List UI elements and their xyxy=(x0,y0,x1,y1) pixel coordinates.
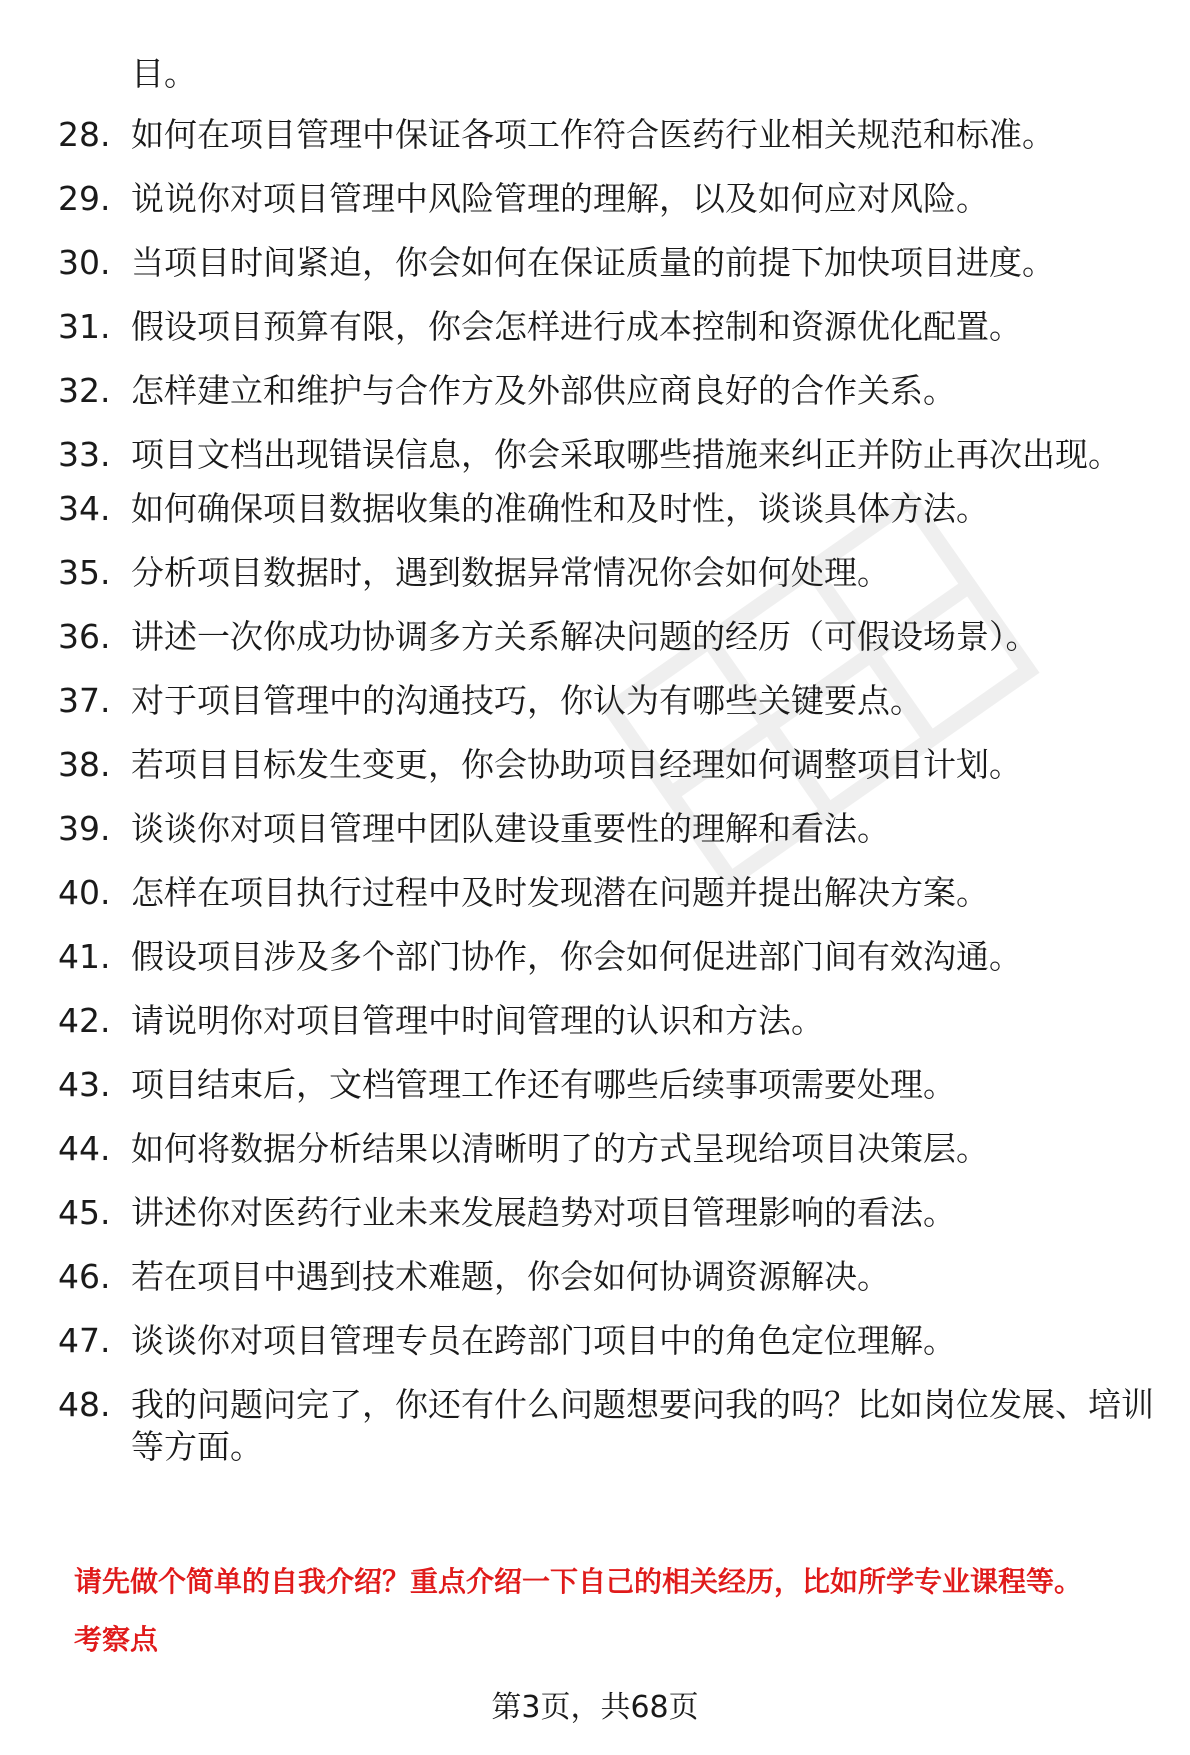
question-number: 37. xyxy=(58,681,111,720)
question-item xyxy=(58,1128,1168,1170)
question-item xyxy=(58,242,1168,284)
question-number: 39. xyxy=(58,809,111,848)
question-number: 43. xyxy=(58,1065,111,1104)
question-number: 28. xyxy=(58,115,111,154)
question-text: 请说明你对项目管理中时间管理的认识和方法。 xyxy=(131,1001,824,1040)
question-item xyxy=(58,488,1168,530)
question-number: 32. xyxy=(58,371,111,410)
question-text: 谈谈你对项目管理专员在跨部门项目中的角色定位理解。 xyxy=(131,1321,956,1360)
question-number: 44. xyxy=(58,1129,111,1168)
question-text: 假设项目涉及多个部门协作，你会如何促进部门间有效沟通。 xyxy=(131,937,1022,976)
continued-question-text: 目。 xyxy=(131,54,197,93)
question-text: 如何确保项目数据收集的准确性和及时性，谈谈具体方法。 xyxy=(131,489,989,528)
intro-prompt: 请先做个简单的自我介绍？重点介绍一下自己的相关经历，比如所学专业课程等。 xyxy=(74,1565,1083,1598)
question-item xyxy=(58,1320,1168,1362)
question-text: 项目文档出现错误信息，你会采取哪些措施来纠正并防止再次出现。 xyxy=(131,435,1121,474)
question-number: 30. xyxy=(58,243,111,282)
question-text: 如何在项目管理中保证各项工作符合医药行业相关规范和标准。 xyxy=(131,115,1055,154)
question-text: 当项目时间紧迫，你会如何在保证质量的前提下加快项目进度。 xyxy=(131,243,1055,282)
question-number: 40. xyxy=(58,873,111,912)
question-number: 34. xyxy=(58,489,111,528)
question-item xyxy=(58,114,1168,156)
question-number: 41. xyxy=(58,937,111,976)
question-item xyxy=(58,808,1168,850)
question-item xyxy=(58,1000,1168,1042)
question-item xyxy=(58,680,1168,722)
question-item xyxy=(58,1256,1168,1298)
question-number: 42. xyxy=(58,1001,111,1040)
question-text: 讲述你对医药行业未来发展趋势对项目管理影响的看法。 xyxy=(131,1193,956,1232)
question-item xyxy=(58,306,1168,348)
question-number: 45. xyxy=(58,1193,111,1232)
question-item xyxy=(58,872,1168,914)
question-number: 33. xyxy=(58,435,111,474)
question-item xyxy=(58,552,1168,594)
question-text: 谈谈你对项目管理中团队建设重要性的理解和看法。 xyxy=(131,809,890,848)
question-item xyxy=(58,1384,1168,1468)
question-list xyxy=(58,114,1168,1480)
question-text: 假设项目预算有限，你会怎样进行成本控制和资源优化配置。 xyxy=(131,307,1022,346)
question-item xyxy=(58,616,1168,658)
question-number: 31. xyxy=(58,307,111,346)
question-item xyxy=(58,1192,1168,1234)
question-number: 35. xyxy=(58,553,111,592)
question-number: 48. xyxy=(58,1385,111,1424)
question-text: 项目结束后，文档管理工作还有哪些后续事项需要处理。 xyxy=(131,1065,956,1104)
question-number: 38. xyxy=(58,745,111,784)
question-item xyxy=(58,434,1168,476)
question-item xyxy=(58,1064,1168,1106)
question-number: 46. xyxy=(58,1257,111,1296)
question-number: 36. xyxy=(58,617,111,656)
question-text: 说说你对项目管理中风险管理的理解，以及如何应对风险。 xyxy=(131,179,989,218)
question-item xyxy=(58,936,1168,978)
question-text: 怎样建立和维护与合作方及外部供应商良好的合作关系。 xyxy=(131,371,956,410)
question-text: 若在项目中遇到技术难题，你会如何协调资源解决。 xyxy=(131,1257,890,1296)
question-text: 若项目目标发生变更，你会协助项目经理如何调整项目计划。 xyxy=(131,745,1022,784)
question-text: 怎样在项目执行过程中及时发现潜在问题并提出解决方案。 xyxy=(131,873,989,912)
section-label: 考察点 xyxy=(74,1623,159,1656)
question-text: 如何将数据分析结果以清晰明了的方式呈现给项目决策层。 xyxy=(131,1129,989,1168)
question-number: 47. xyxy=(58,1321,111,1360)
question-item xyxy=(58,370,1168,412)
question-number: 29. xyxy=(58,179,111,218)
question-text: 对于项目管理中的沟通技巧，你认为有哪些关键要点。 xyxy=(131,681,923,720)
question-item xyxy=(58,744,1168,786)
page-footer: 第3页，共68页 xyxy=(491,1690,699,1725)
question-item xyxy=(58,178,1168,220)
question-text: 我的问题问完了，你还有什么问题想要问我的吗？比如岗位发展、培训等方面。 xyxy=(131,1385,1154,1466)
question-text: 讲述一次你成功协调多方关系解决问题的经历（可假设场景）。 xyxy=(131,617,1039,656)
question-text: 分析项目数据时，遇到数据异常情况你会如何处理。 xyxy=(131,553,890,592)
